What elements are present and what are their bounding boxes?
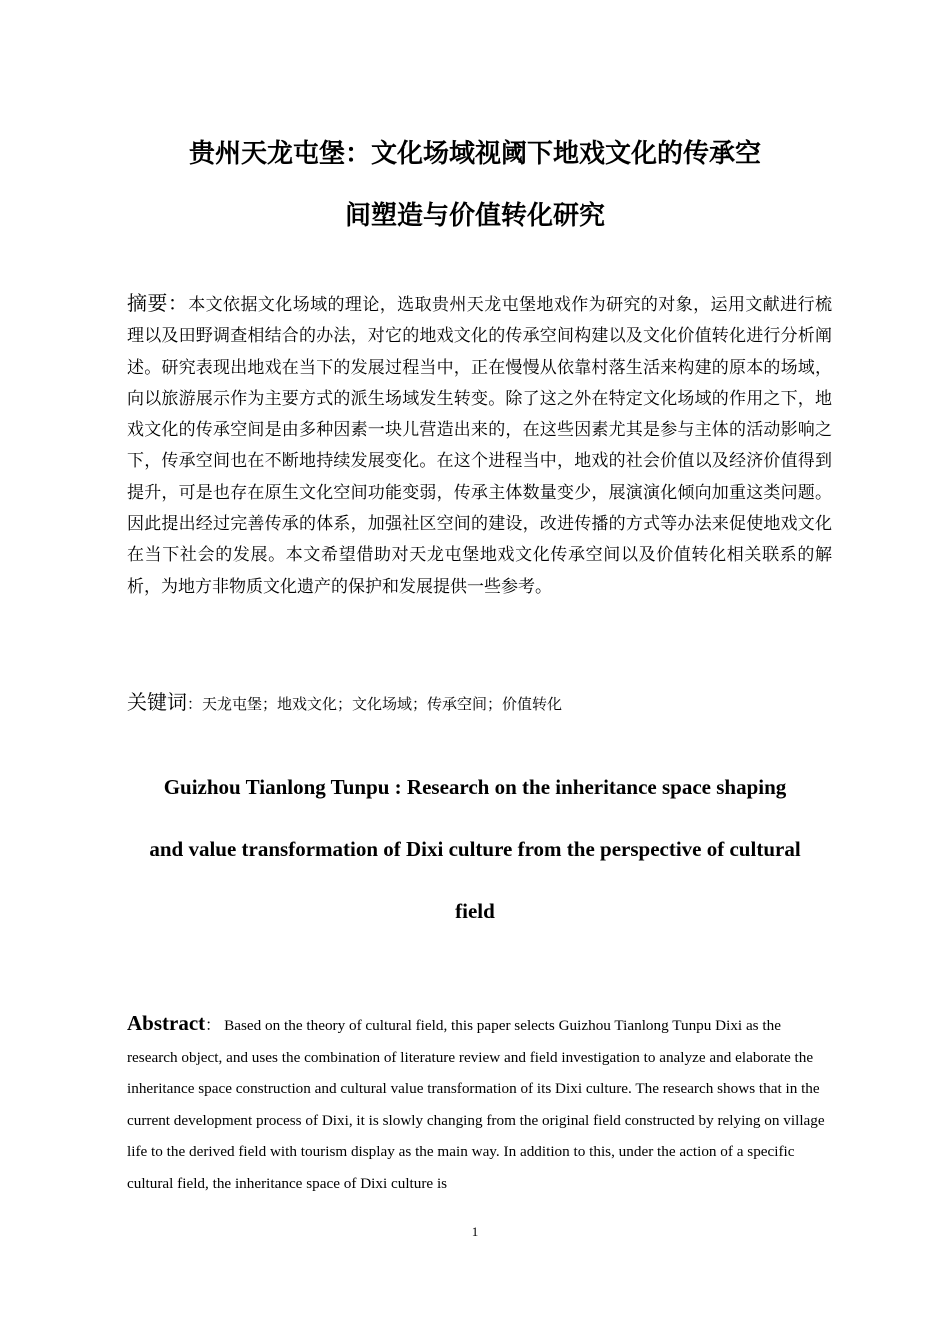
chinese-abstract-text: 本文依据文化场域的理论，选取贵州天龙屯堡地戏作为研究的对象，运用文献进行梳理以及田野调查相结合的办法，对它的地戏文化的传承空间构建以及文化价值转化进行分析阐述。研究表现出地戏在当下的发展过程当中，正在慢慢从依靠村落生活来构建的原本的场域，向以旅游展示作为主要方式的派生场域发生转变。除了这之外在特定文化场域的作用之下，地戏文化的传承空间是由多种因素一块儿营造出来的，在这些因素尤其是参与主体的活动影响之下，传承空间也在不断地持续发展变化。在这个进程当中，地戏的社会价值以及经济价值得到提升，可是也存在原生文化空间功能变弱，传承主体数量变少，展演演化倾向加重这类问题。因此提出经过完善传承的体系，加强社区空间的建设，改进传播的方式等办法来促使地戏文化在当下社会的发展。本文希望借助对天龙屯堡地戏文化传承空间以及价值转化相关联系的解析，为地方非物质文化遗产的保护和发展提供一些参考。 <box>127 295 833 597</box>
english-abstract-colon: ： <box>205 1017 221 1034</box>
english-abstract <box>127 1008 827 1200</box>
english-abstract-label: Abstract <box>127 1011 206 1035</box>
english-title-line-3: field <box>455 899 495 923</box>
page-number: 1 <box>471 1224 479 1239</box>
chinese-keywords <box>127 688 832 718</box>
chinese-abstract-label: 摘要： <box>127 291 189 315</box>
chinese-title-line-2: 间塑造与价值转化研究 <box>344 201 605 231</box>
chinese-title-line-1: 贵州天龙屯堡：文化场域视阈下地戏文化的传承空 <box>188 139 761 169</box>
chinese-abstract <box>127 288 832 603</box>
english-title-line-2: and value transformation of Dixi culture from the perspective of cultural <box>149 837 801 861</box>
english-abstract-text: Based on the theory of cultural field, this paper selects Guizhou Tianlong Tunpu Dixi as the research object, and uses the combination of literature review and field investigation to analyze and elaborate the inheritance space construction and cultural value transformation of its Dixi culture. The research shows that in the current development process of Dixi, it is slowly changing from the original field constructed by relying on village life to the derived field with tourism display as the main way. In addition to this, under the action of a specific cultural field, the inheritance space of Dixi culture is <box>127 1017 825 1192</box>
english-title-line-1: Guizhou Tianlong Tunpu : Research on the inheritance space shaping <box>163 775 787 799</box>
chinese-keywords-label: 关键词 <box>127 690 187 714</box>
chinese-keywords-text: ：天龙屯堡；地戏文化；文化场域；传承空间；价值转化 <box>187 695 563 713</box>
